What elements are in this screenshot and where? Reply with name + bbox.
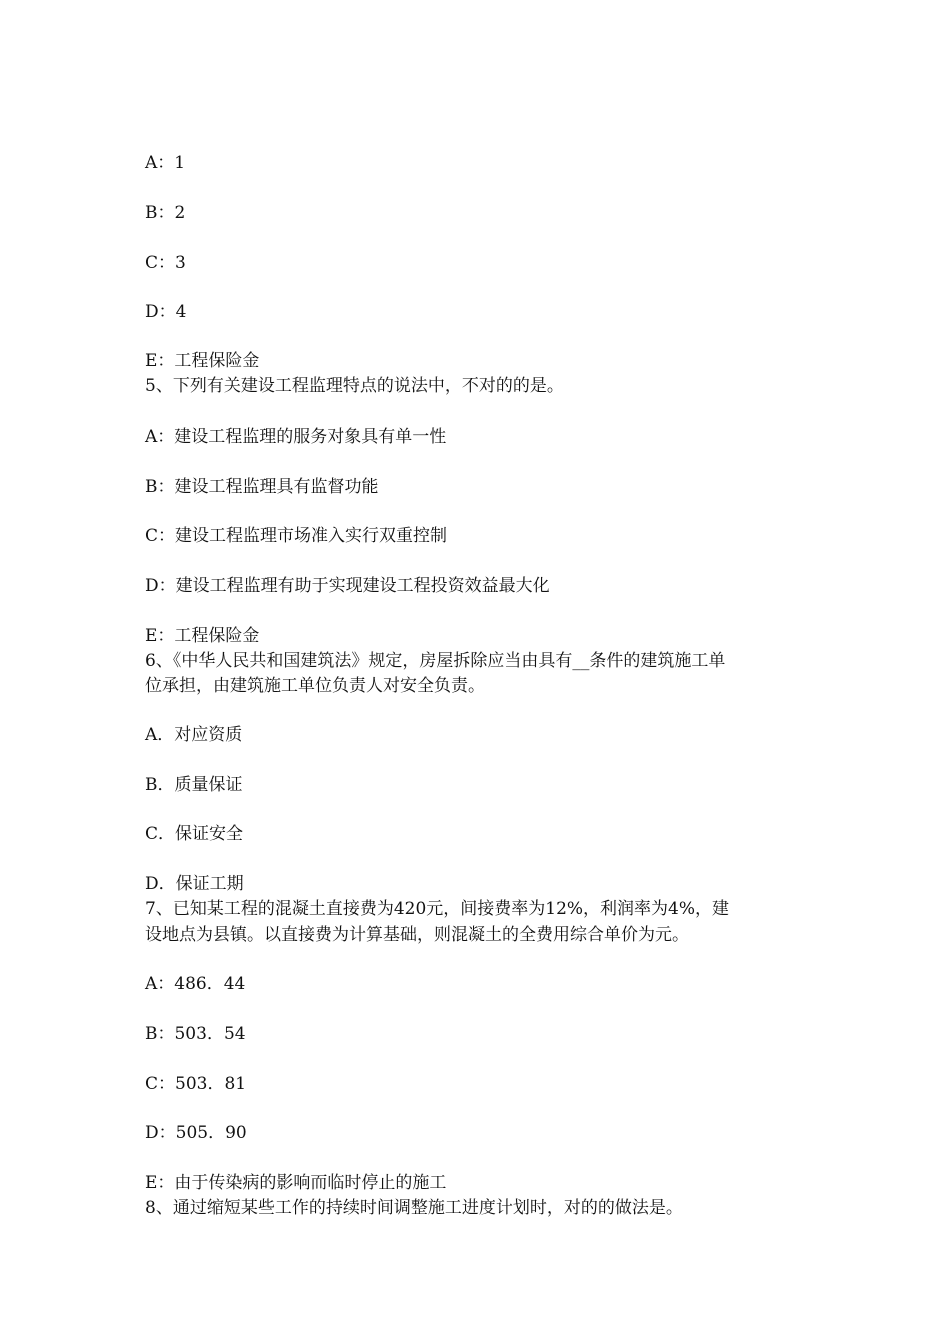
q7-option-e: E：由于传染病的影响而临时停止的施工	[145, 1173, 447, 1193]
q5-option-b: B：建设工程监理具有监督功能	[145, 477, 379, 497]
q7-option-a: A：486．44	[145, 974, 246, 994]
q5-option-c: C：建设工程监理市场准入实行双重控制	[145, 526, 448, 546]
q6-option-b: B．质量保证	[145, 775, 243, 795]
q5-stem: 5、下列有关建设工程监理特点的说法中，不对的的是。	[145, 376, 564, 396]
q7-option-d: D：505．90	[145, 1123, 247, 1143]
q6-stem-line2: 位承担，由建筑施工单位负责人对安全负责。	[145, 676, 485, 696]
q6-option-c: C．保证安全	[145, 824, 244, 844]
q4-option-e: E：工程保险金	[145, 351, 260, 371]
q7-stem-line2: 设地点为县镇。以直接费为计算基础，则混凝土的全费用综合单价为元。	[145, 925, 689, 945]
q4-option-c: C：3	[145, 253, 186, 273]
q7-option-b: B：503．54	[145, 1024, 246, 1044]
q5-option-d: D：建设工程监理有助于实现建设工程投资效益最大化	[145, 576, 550, 596]
q5-option-e: E：工程保险金	[145, 626, 260, 646]
q6-option-a: A．对应资质	[145, 725, 243, 745]
q4-option-b: B：2	[145, 203, 186, 223]
q6-stem-line1: 6、《中华人民共和国建筑法》规定，房屋拆除应当由具有__条件的建筑施工单	[145, 651, 726, 671]
q4-option-a: A：1	[145, 153, 186, 173]
q7-stem-line1: 7、已知某工程的混凝土直接费为420元，间接费率为12%，利润率为4%，建	[145, 899, 730, 919]
q4-option-d: D：4	[145, 302, 187, 322]
q8-stem: 8、通过缩短某些工作的持续时间调整施工进度计划时，对的的做法是。	[145, 1198, 683, 1218]
q6-option-d: D．保证工期	[145, 874, 244, 894]
q5-option-a: A：建设工程监理的服务对象具有单一性	[145, 427, 447, 447]
q7-option-c: C：503．81	[145, 1074, 247, 1094]
